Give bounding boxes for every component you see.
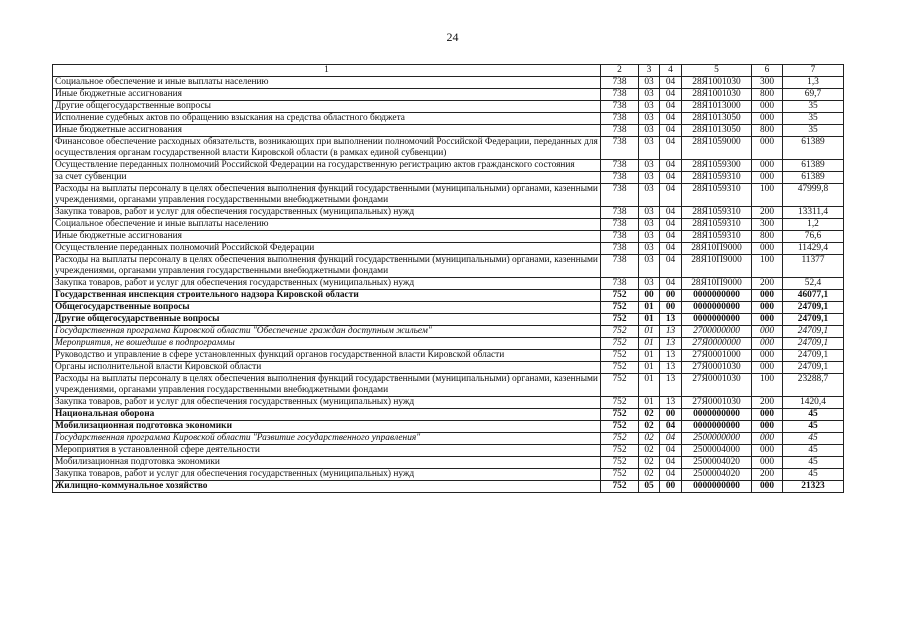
row-section-cell: 03 [639,125,660,137]
row-section-cell: 01 [639,374,660,397]
row-type-cell: 000 [752,457,783,469]
row-amount-cell: 24709,1 [783,326,844,338]
table-row [53,290,844,302]
table-row [53,278,844,290]
row-name-cell: Расходы на выплаты персоналу в целях обеспечения выполнения функций государственными (муниципальными) органами, казенными учреждениями, органами управления государственными внебюджетными фондами [53,374,601,397]
row-type-cell: 000 [752,314,783,326]
row-code-cell: 738 [601,243,639,255]
row-amount-cell: 24709,1 [783,350,844,362]
row-code-cell: 752 [601,350,639,362]
row-target-cell: 28Я1013050 [682,125,752,137]
row-target-cell: 0000000000 [682,290,752,302]
table-row [53,481,844,493]
table-row [53,397,844,409]
row-type-cell: 300 [752,77,783,89]
row-name-cell: Иные бюджетные ассигнования [53,89,601,101]
row-type-cell: 200 [752,469,783,481]
header-cell: 4 [660,65,682,77]
row-name-cell: Государственная программа Кировской области "Развитие государственного управления" [53,433,601,445]
row-target-cell: 28Я10П9000 [682,255,752,278]
table-row [53,338,844,350]
row-target-cell: 2500004020 [682,457,752,469]
row-subsection-cell: 04 [660,77,682,89]
row-name-cell: Мобилизационная подготовка экономики [53,457,601,469]
row-name-cell: Финансовое обеспечение расходных обязательств, возникающих при выполнении полномочий Российской Федерации, переданных для осуществления органам государственной власти Кировской области (в рамках единой субвенции) [53,137,601,160]
row-code-cell: 738 [601,77,639,89]
row-amount-cell: 1420,4 [783,397,844,409]
row-code-cell: 738 [601,160,639,172]
row-name-cell: Общегосударственные вопросы [53,302,601,314]
row-amount-cell: 21323 [783,481,844,493]
row-subsection-cell: 00 [660,290,682,302]
row-code-cell: 738 [601,125,639,137]
row-subsection-cell: 04 [660,243,682,255]
row-type-cell: 000 [752,445,783,457]
row-code-cell: 738 [601,113,639,125]
header-cell: 6 [752,65,783,77]
row-target-cell: 0000000000 [682,421,752,433]
row-type-cell: 000 [752,243,783,255]
row-target-cell: 28Я1001030 [682,77,752,89]
header-cell: 7 [783,65,844,77]
row-code-cell: 738 [601,219,639,231]
row-code-cell: 738 [601,101,639,113]
budget-table [52,64,844,493]
row-code-cell: 752 [601,421,639,433]
row-target-cell: 27Я0001030 [682,397,752,409]
row-code-cell: 738 [601,231,639,243]
row-code-cell: 752 [601,338,639,350]
row-type-cell: 000 [752,338,783,350]
row-target-cell: 0000000000 [682,302,752,314]
row-amount-cell: 45 [783,433,844,445]
row-name-cell: Социальное обеспечение и иные выплаты населению [53,219,601,231]
row-code-cell: 752 [601,374,639,397]
row-type-cell: 000 [752,421,783,433]
row-type-cell: 000 [752,409,783,421]
row-name-cell: Закупка товаров, работ и услуг для обеспечения государственных (муниципальных) нужд [53,207,601,219]
row-amount-cell: 35 [783,101,844,113]
row-target-cell: 2500004000 [682,445,752,457]
row-type-cell: 800 [752,125,783,137]
row-name-cell: Государственная программа Кировской области "Обеспечение граждан доступным жильем" [53,326,601,338]
row-subsection-cell: 13 [660,397,682,409]
row-subsection-cell: 00 [660,409,682,421]
row-name-cell: Расходы на выплаты персоналу в целях обеспечения выполнения функций государственными (муниципальными) органами, казенными учреждениями, органами управления государственными внебюджетными фондами [53,184,601,207]
row-target-cell: 28Я1059000 [682,137,752,160]
row-type-cell: 000 [752,326,783,338]
row-type-cell: 100 [752,184,783,207]
table-row [53,350,844,362]
row-section-cell: 02 [639,445,660,457]
row-subsection-cell: 13 [660,350,682,362]
row-amount-cell: 35 [783,113,844,125]
row-type-cell: 200 [752,278,783,290]
row-subsection-cell: 13 [660,338,682,350]
row-amount-cell: 45 [783,409,844,421]
page-number: 24 [446,30,459,44]
row-target-cell: 0000000000 [682,314,752,326]
row-target-cell: 28Я1001030 [682,89,752,101]
table-row [53,207,844,219]
row-amount-cell: 61389 [783,160,844,172]
row-section-cell: 00 [639,290,660,302]
row-subsection-cell: 04 [660,89,682,101]
row-name-cell: Закупка товаров, работ и услуг для обеспечения государственных (муниципальных) нужд [53,469,601,481]
row-target-cell: 2500004020 [682,469,752,481]
row-target-cell: 28Я1059310 [682,219,752,231]
row-target-cell: 28Я1059310 [682,172,752,184]
row-name-cell: Осуществление переданных полномочий Российской Федерации на государственную регистрацию актов гражданского состояния [53,160,601,172]
row-code-cell: 752 [601,409,639,421]
row-subsection-cell: 04 [660,278,682,290]
table-row [53,326,844,338]
row-section-cell: 03 [639,207,660,219]
row-type-cell: 000 [752,113,783,125]
row-amount-cell: 24709,1 [783,314,844,326]
row-code-cell: 752 [601,314,639,326]
row-section-cell: 03 [639,231,660,243]
header-cell: 2 [601,65,639,77]
row-amount-cell: 52,4 [783,278,844,290]
row-section-cell: 02 [639,469,660,481]
row-subsection-cell: 04 [660,184,682,207]
row-code-cell: 752 [601,362,639,374]
row-section-cell: 01 [639,397,660,409]
row-subsection-cell: 13 [660,314,682,326]
row-name-cell: Органы исполнительной власти Кировской области [53,362,601,374]
row-section-cell: 01 [639,362,660,374]
row-name-cell: Закупка товаров, работ и услуг для обеспечения государственных (муниципальных) нужд [53,397,601,409]
row-name-cell: Исполнение судебных актов по обращению взыскания на средства областного бюджета [53,113,601,125]
row-target-cell: 27Я0001000 [682,350,752,362]
row-amount-cell: 45 [783,445,844,457]
row-type-cell: 000 [752,101,783,113]
row-amount-cell: 24709,1 [783,362,844,374]
row-name-cell: Осуществление переданных полномочий Российской Федерации [53,243,601,255]
row-target-cell: 27Я0000000 [682,338,752,350]
table-row [53,125,844,137]
row-code-cell: 738 [601,207,639,219]
row-type-cell: 000 [752,433,783,445]
row-subsection-cell: 04 [660,255,682,278]
table-row [53,409,844,421]
row-target-cell: 2500000000 [682,433,752,445]
row-subsection-cell: 04 [660,172,682,184]
header-cell: 3 [639,65,660,77]
row-subsection-cell: 04 [660,125,682,137]
row-type-cell: 000 [752,350,783,362]
row-type-cell: 000 [752,172,783,184]
row-section-cell: 05 [639,481,660,493]
table-row [53,243,844,255]
row-code-cell: 738 [601,255,639,278]
row-amount-cell: 46077,1 [783,290,844,302]
row-section-cell: 03 [639,184,660,207]
row-amount-cell: 11429,4 [783,243,844,255]
header-cell: 5 [682,65,752,77]
row-amount-cell: 45 [783,469,844,481]
row-type-cell: 100 [752,374,783,397]
row-section-cell: 03 [639,172,660,184]
row-type-cell: 100 [752,255,783,278]
row-target-cell: 28Я10П9000 [682,243,752,255]
table-row [53,184,844,207]
row-amount-cell: 61389 [783,172,844,184]
row-name-cell: Государственная инспекция строительного надзора Кировской области [53,290,601,302]
row-target-cell: 28Я10П9000 [682,278,752,290]
table-row [53,445,844,457]
row-section-cell: 03 [639,255,660,278]
row-name-cell: Закупка товаров, работ и услуг для обеспечения государственных (муниципальных) нужд [53,278,601,290]
row-target-cell: 2700000000 [682,326,752,338]
row-amount-cell: 1,3 [783,77,844,89]
row-subsection-cell: 04 [660,207,682,219]
table-row [53,469,844,481]
row-subsection-cell: 04 [660,113,682,125]
row-target-cell: 28Я1059300 [682,160,752,172]
table-row [53,374,844,397]
row-name-cell: Мероприятия в установленной сфере деятельности [53,445,601,457]
row-target-cell: 27Я0001030 [682,374,752,397]
row-amount-cell: 47999,8 [783,184,844,207]
row-amount-cell: 76,6 [783,231,844,243]
row-target-cell: 27Я0001030 [682,362,752,374]
table-row [53,137,844,160]
row-subsection-cell: 04 [660,219,682,231]
row-section-cell: 03 [639,137,660,160]
row-amount-cell: 61389 [783,137,844,160]
row-target-cell: 28Я1059310 [682,207,752,219]
row-section-cell: 03 [639,219,660,231]
table-row [53,101,844,113]
row-type-cell: 000 [752,160,783,172]
row-subsection-cell: 04 [660,101,682,113]
row-subsection-cell: 00 [660,481,682,493]
table-row [53,89,844,101]
row-subsection-cell: 13 [660,362,682,374]
row-section-cell: 03 [639,89,660,101]
row-type-cell: 200 [752,397,783,409]
row-section-cell: 03 [639,243,660,255]
row-code-cell: 752 [601,290,639,302]
row-code-cell: 752 [601,481,639,493]
row-type-cell: 000 [752,290,783,302]
row-section-cell: 02 [639,457,660,469]
row-target-cell: 28Я1059310 [682,231,752,243]
table-row [53,219,844,231]
row-code-cell: 738 [601,278,639,290]
row-section-cell: 02 [639,433,660,445]
row-target-cell: 28Я1013050 [682,113,752,125]
row-amount-cell: 13311,4 [783,207,844,219]
row-type-cell: 000 [752,481,783,493]
row-amount-cell: 45 [783,421,844,433]
row-section-cell: 02 [639,409,660,421]
row-subsection-cell: 04 [660,421,682,433]
row-section-cell: 03 [639,77,660,89]
table-row [53,302,844,314]
row-amount-cell: 35 [783,125,844,137]
table-row [53,231,844,243]
row-subsection-cell: 04 [660,433,682,445]
table-row [53,433,844,445]
row-subsection-cell: 13 [660,374,682,397]
row-amount-cell: 1,2 [783,219,844,231]
row-target-cell: 0000000000 [682,481,752,493]
row-type-cell: 000 [752,302,783,314]
row-subsection-cell: 04 [660,457,682,469]
row-code-cell: 752 [601,397,639,409]
table-row [53,160,844,172]
row-name-cell: Расходы на выплаты персоналу в целях обеспечения выполнения функций государственными (муниципальными) органами, казенными учреждениями, органами управления государственными внебюджетными фондами [53,255,601,278]
row-code-cell: 752 [601,445,639,457]
row-name-cell: Иные бюджетные ассигнования [53,231,601,243]
row-subsection-cell: 00 [660,302,682,314]
row-type-cell: 300 [752,219,783,231]
row-name-cell: Социальное обеспечение и иные выплаты населению [53,77,601,89]
row-section-cell: 03 [639,101,660,113]
row-amount-cell: 45 [783,457,844,469]
row-amount-cell: 23288,7 [783,374,844,397]
row-name-cell: Мероприятия, не вошедшие в подпрограммы [53,338,601,350]
row-name-cell: Другие общегосударственные вопросы [53,314,601,326]
row-type-cell: 200 [752,207,783,219]
row-target-cell: 28Я1013000 [682,101,752,113]
row-subsection-cell: 04 [660,231,682,243]
table-row [53,255,844,278]
row-name-cell: Жилищно-коммунальное хозяйство [53,481,601,493]
row-subsection-cell: 04 [660,469,682,481]
row-section-cell: 03 [639,160,660,172]
row-type-cell: 800 [752,231,783,243]
row-amount-cell: 24709,1 [783,338,844,350]
row-subsection-cell: 04 [660,445,682,457]
table-row [53,314,844,326]
row-section-cell: 01 [639,314,660,326]
row-section-cell: 01 [639,350,660,362]
row-section-cell: 01 [639,326,660,338]
row-code-cell: 752 [601,457,639,469]
row-code-cell: 738 [601,184,639,207]
row-code-cell: 738 [601,137,639,160]
table-header-row [53,65,844,77]
row-section-cell: 02 [639,421,660,433]
table-row [53,172,844,184]
header-cell: 1 [53,65,601,77]
row-code-cell: 738 [601,89,639,101]
row-code-cell: 752 [601,302,639,314]
row-code-cell: 752 [601,469,639,481]
row-section-cell: 03 [639,113,660,125]
row-type-cell: 000 [752,362,783,374]
table-row [53,77,844,89]
table-row [53,421,844,433]
row-amount-cell: 11377 [783,255,844,278]
row-code-cell: 738 [601,172,639,184]
row-target-cell: 0000000000 [682,409,752,421]
table-row [53,113,844,125]
row-amount-cell: 69,7 [783,89,844,101]
row-name-cell: за счет субвенции [53,172,601,184]
row-name-cell: Иные бюджетные ассигнования [53,125,601,137]
row-type-cell: 800 [752,89,783,101]
row-subsection-cell: 04 [660,137,682,160]
row-name-cell: Другие общегосударственные вопросы [53,101,601,113]
row-target-cell: 28Я1059310 [682,184,752,207]
row-name-cell: Национальная оборона [53,409,601,421]
row-section-cell: 01 [639,302,660,314]
row-type-cell: 000 [752,137,783,160]
row-subsection-cell: 04 [660,160,682,172]
row-name-cell: Мобилизационная подготовка экономики [53,421,601,433]
row-code-cell: 752 [601,326,639,338]
row-amount-cell: 24709,1 [783,302,844,314]
row-subsection-cell: 13 [660,326,682,338]
row-name-cell: Руководство и управление в сфере установленных функций органов государственной власти Кировской области [53,350,601,362]
table-row [53,362,844,374]
row-section-cell: 01 [639,338,660,350]
row-section-cell: 03 [639,278,660,290]
row-code-cell: 752 [601,433,639,445]
table-row [53,457,844,469]
